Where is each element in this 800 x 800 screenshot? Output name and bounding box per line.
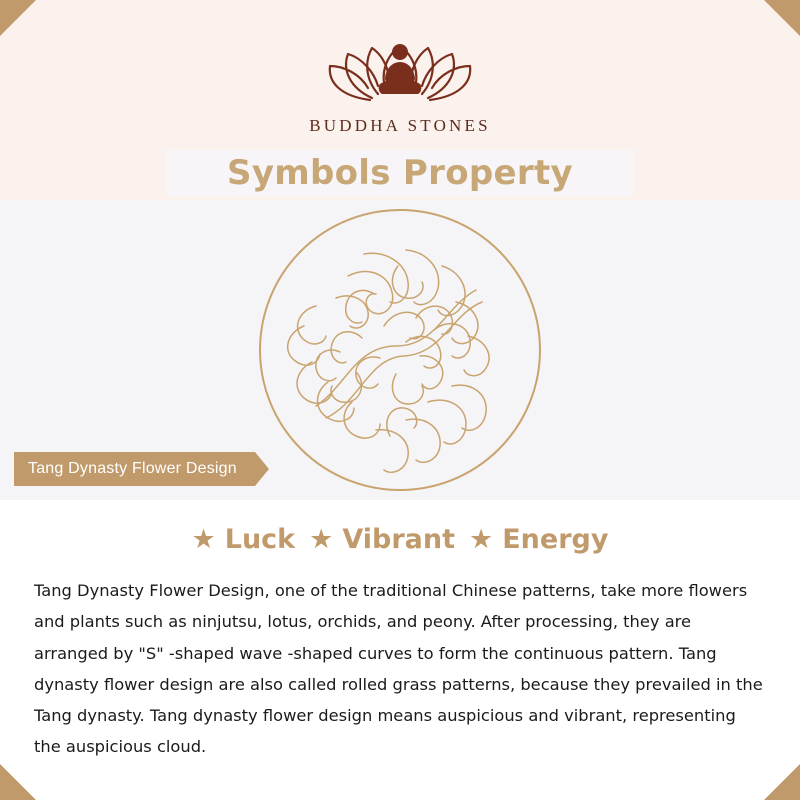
pattern-label-text: Tang Dynasty Flower Design [28, 460, 237, 477]
keyword-list [0, 524, 800, 555]
keyword-label: Vibrant [342, 524, 456, 555]
star-icon: ★ [191, 524, 216, 554]
star-icon: ★ [309, 524, 334, 554]
brand-name: BUDDHA STONES [309, 116, 491, 135]
star-icon: ★ [469, 524, 494, 554]
lotus-meditation-logo-icon [300, 22, 500, 114]
header-section [0, 0, 800, 200]
keyword-item-luck [192, 524, 296, 555]
corner-decoration-bottom-right [764, 764, 800, 800]
title-band [166, 150, 634, 196]
corner-decoration-bottom-left [0, 764, 36, 800]
description-section [0, 500, 800, 800]
pattern-label-ribbon [14, 452, 255, 486]
tang-flower-circular-pattern-icon [256, 206, 544, 494]
page-title: Symbols Property [227, 153, 573, 193]
corner-decoration-top-left [0, 0, 36, 36]
keyword-item-vibrant [309, 524, 455, 555]
corner-decoration-top-right [764, 0, 800, 36]
keyword-item-energy [469, 524, 608, 555]
keyword-label: Energy [502, 524, 609, 555]
keyword-label: Luck [224, 524, 296, 555]
description-text: Tang Dynasty Flower Design, one of the traditional Chinese patterns, take more flowers and plants such as ninjutsu, lotus, orchids, and peony. After processing, they are arranged by "S" -shaped wave -shaped curves to form the continuous pattern. Tang dynasty flower design are also called rolled grass patterns, because they prevailed in the Tang dynasty. Tang dynasty flower design means auspicious and vibrant, representing the auspicious cloud. [34, 581, 763, 757]
